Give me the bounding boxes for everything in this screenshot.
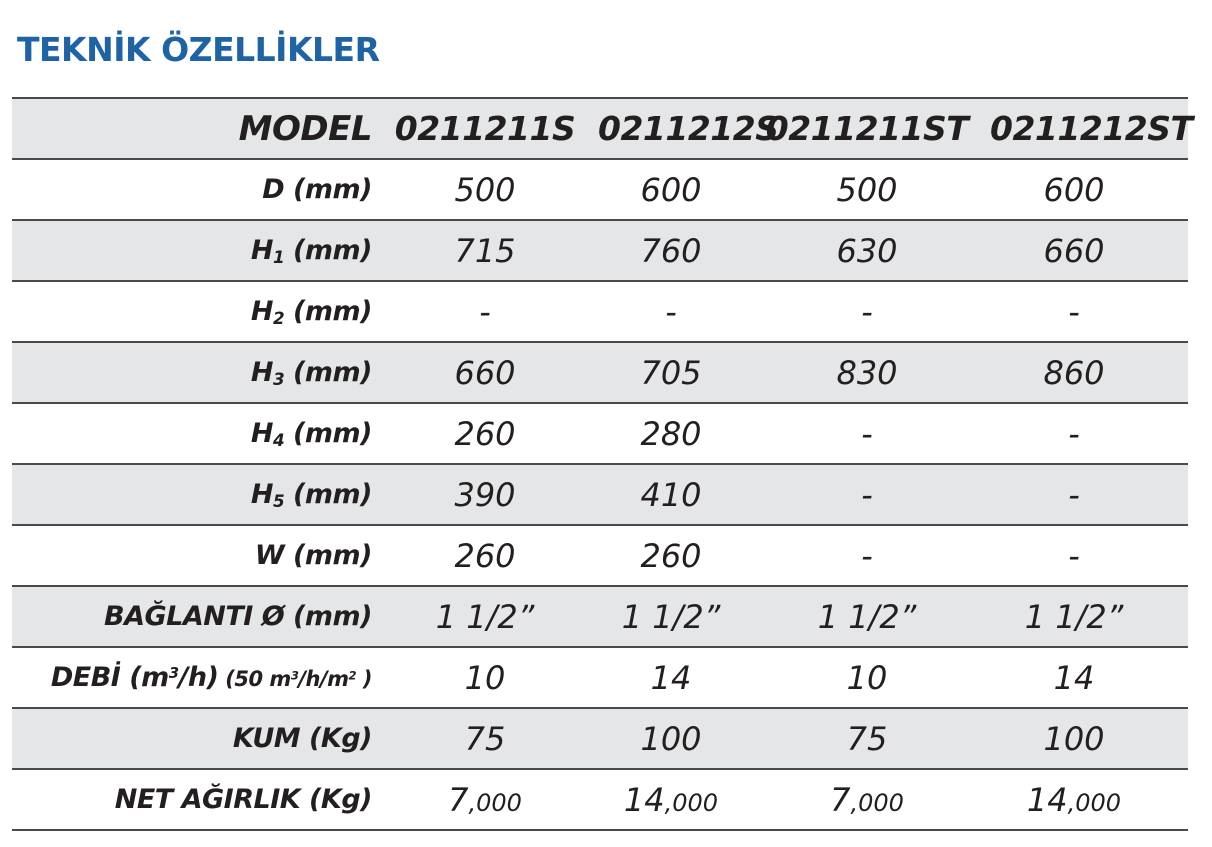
- row-label: [12, 357, 372, 388]
- row-label: KUM (Kg): [232, 723, 372, 754]
- column-header: 0211212S: [598, 109, 779, 148]
- row-label: BAĞLANTI Ø (mm): [104, 601, 372, 632]
- row-label-unit: (mm): [284, 235, 372, 266]
- table-cell: 600: [1043, 170, 1105, 209]
- table-cell: [990, 781, 1158, 819]
- table-cell: 760: [640, 231, 702, 270]
- table-cell: [744, 781, 990, 819]
- table-cell: -: [861, 292, 873, 331]
- cell-decimal: ,000: [1067, 788, 1122, 817]
- table-cell: 260: [454, 536, 516, 575]
- row-label-unit: (mm): [284, 296, 372, 327]
- table-cell: 860: [1043, 353, 1105, 392]
- cell-integer: 7: [830, 780, 851, 819]
- table-cell: 705: [640, 353, 702, 392]
- row-label-text: H: [250, 479, 273, 510]
- table-cell: 75: [846, 719, 888, 758]
- cell-decimal: ,000: [850, 788, 904, 817]
- table-cell: -: [1068, 475, 1080, 514]
- row-label-text: DEBİ (m: [50, 662, 169, 693]
- row-label: NET AĞIRLIK (Kg): [114, 784, 372, 815]
- row-label-unit: (mm): [284, 479, 372, 510]
- table-row: [12, 709, 1188, 770]
- table-cell: 660: [454, 353, 516, 392]
- row-label-subscript: 3: [272, 369, 285, 390]
- table-cell: -: [1068, 536, 1080, 575]
- row-label-text: H: [250, 235, 273, 266]
- row-label-note-text: /h/m: [298, 667, 349, 691]
- table-cell: 10: [846, 658, 888, 697]
- table-header-row: [12, 99, 1193, 160]
- row-label-text: /h): [178, 662, 219, 693]
- table-cell: 715: [454, 231, 516, 270]
- table-cell: 100: [1043, 719, 1105, 758]
- table-cell: 14: [650, 658, 692, 697]
- cell-integer: 7: [448, 780, 469, 819]
- table-cell: 260: [640, 536, 702, 575]
- row-label-unit: (mm): [284, 357, 372, 388]
- table-cell: 10: [464, 658, 506, 697]
- table-cell: -: [861, 536, 873, 575]
- row-label-unit: (mm): [284, 418, 372, 449]
- table-row: [12, 221, 1188, 282]
- table-row: [12, 526, 1188, 587]
- row-label: D (mm): [262, 174, 372, 205]
- header-label: MODEL: [238, 108, 372, 149]
- row-label: [12, 662, 372, 693]
- table-row: [12, 404, 1188, 465]
- table-cell: 630: [836, 231, 898, 270]
- column-header: 0211212ST: [990, 109, 1193, 148]
- table-row: [12, 343, 1188, 404]
- table-row: [12, 770, 1188, 831]
- row-label-subscript: 5: [272, 491, 285, 512]
- column-header: 0211211ST: [765, 109, 969, 148]
- row-label-text: H: [250, 418, 273, 449]
- table-cell: -: [665, 292, 677, 331]
- row-label: [12, 418, 372, 449]
- row-label-note: [218, 667, 372, 691]
- table-cell: 1 1/2”: [621, 597, 721, 636]
- row-label: W (mm): [254, 540, 372, 571]
- row-label-text: H: [250, 296, 273, 327]
- table-cell: 75: [464, 719, 506, 758]
- row-label-note-text: ): [356, 667, 372, 691]
- table-cell: [372, 781, 598, 819]
- table-row: [12, 465, 1188, 526]
- table-cell: 1 1/2”: [1024, 597, 1124, 636]
- cell-integer: 14: [623, 780, 665, 819]
- table-cell: -: [479, 292, 491, 331]
- row-label-subscript: 4: [272, 430, 285, 451]
- page-title: TEKNİK ÖZELLİKLER: [17, 30, 380, 69]
- row-label-text: H: [250, 357, 273, 388]
- table-cell: -: [1068, 292, 1080, 331]
- row-label: [12, 479, 372, 510]
- table-cell: 660: [1043, 231, 1105, 270]
- table-row: [12, 282, 1188, 343]
- row-label-superscript: 2: [348, 668, 357, 683]
- table-row: [12, 587, 1188, 648]
- spec-table: [12, 97, 1193, 831]
- table-cell: [598, 781, 744, 819]
- row-label: [12, 296, 372, 327]
- column-header: 0211211S: [394, 109, 576, 148]
- row-label-subscript: 1: [272, 247, 285, 268]
- table-cell: 830: [836, 353, 898, 392]
- row-label-subscript: 2: [272, 308, 285, 329]
- table-cell: 100: [640, 719, 702, 758]
- row-label-superscript: 3: [168, 663, 179, 682]
- table-cell: 500: [836, 170, 898, 209]
- table-cell: 500: [454, 170, 516, 209]
- table-row: [12, 648, 1188, 709]
- table-cell: 1 1/2”: [435, 597, 535, 636]
- table-cell: 280: [640, 414, 702, 453]
- table-cell: -: [861, 414, 873, 453]
- cell-decimal: ,000: [664, 788, 719, 817]
- row-label-note-text: (50 m: [218, 667, 291, 691]
- row-label-superscript: 3: [290, 668, 299, 683]
- table-row: [12, 160, 1188, 221]
- table-cell: 390: [454, 475, 516, 514]
- row-label: [12, 235, 372, 266]
- cell-decimal: ,000: [468, 788, 522, 817]
- table-cell: 600: [640, 170, 702, 209]
- table-cell: 14: [1053, 658, 1095, 697]
- table-cell: -: [1068, 414, 1080, 453]
- table-cell: 260: [454, 414, 516, 453]
- cell-integer: 14: [1026, 780, 1068, 819]
- table-cell: -: [861, 475, 873, 514]
- table-cell: 410: [640, 475, 702, 514]
- table-cell: 1 1/2”: [817, 597, 917, 636]
